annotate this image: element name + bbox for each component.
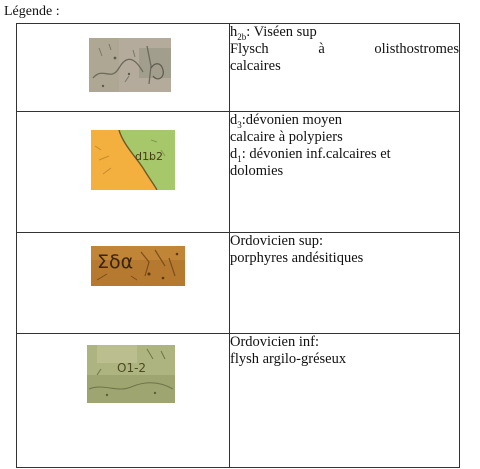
legend-row-lower-ordovician bbox=[17, 334, 460, 468]
description-line-1: Ordovicien sup: bbox=[230, 233, 324, 249]
description-line-3: calcaires bbox=[230, 58, 281, 74]
description-line-1: Ordovicien inf: bbox=[230, 334, 319, 350]
description-cell bbox=[230, 24, 460, 112]
description-line-1: $h_{2b}$: Viséen sup bbox=[230, 24, 317, 42]
swatch-visean-flysch bbox=[89, 38, 171, 92]
legend-row-devonian bbox=[17, 112, 460, 233]
legend-title: Légende : bbox=[4, 4, 60, 19]
swatch-label-lower-ordovician: O1-2 bbox=[117, 361, 147, 375]
description-cell bbox=[230, 233, 460, 334]
description-cell bbox=[230, 334, 460, 468]
swatch-andesitic-porphyry bbox=[91, 246, 185, 286]
swatch-cell bbox=[17, 112, 230, 233]
swatch-visean-graphic bbox=[89, 38, 171, 92]
legend-table bbox=[16, 23, 460, 468]
legend-row-visean bbox=[17, 24, 460, 112]
swatch-cell bbox=[17, 334, 230, 468]
legend-row-upper-ordovician bbox=[17, 233, 460, 334]
swatch-devonian-limestone bbox=[91, 130, 175, 190]
description-line-4: dolomies bbox=[230, 163, 284, 179]
description-line-2: flysh argilo-gréseux bbox=[230, 351, 347, 367]
swatch-cell bbox=[17, 233, 230, 334]
description-line-2: calcaire à polypiers bbox=[230, 129, 343, 145]
description-line-1: $d_3:dévonien$ moyen bbox=[230, 112, 343, 130]
swatch-argillaceous-flysch bbox=[87, 345, 175, 403]
swatch-label-porphyry: Σδα bbox=[97, 251, 134, 273]
description-cell bbox=[230, 112, 460, 233]
swatch-label-devonian: d1b2 bbox=[135, 150, 163, 163]
description-line-3: $d_1$: dévonien inf.calcaires et bbox=[230, 146, 391, 164]
swatch-cell bbox=[17, 24, 230, 112]
description-line-2: Flysch à olisthostromes bbox=[230, 41, 459, 57]
description-line-2: porphyres andésitiques bbox=[230, 250, 364, 266]
